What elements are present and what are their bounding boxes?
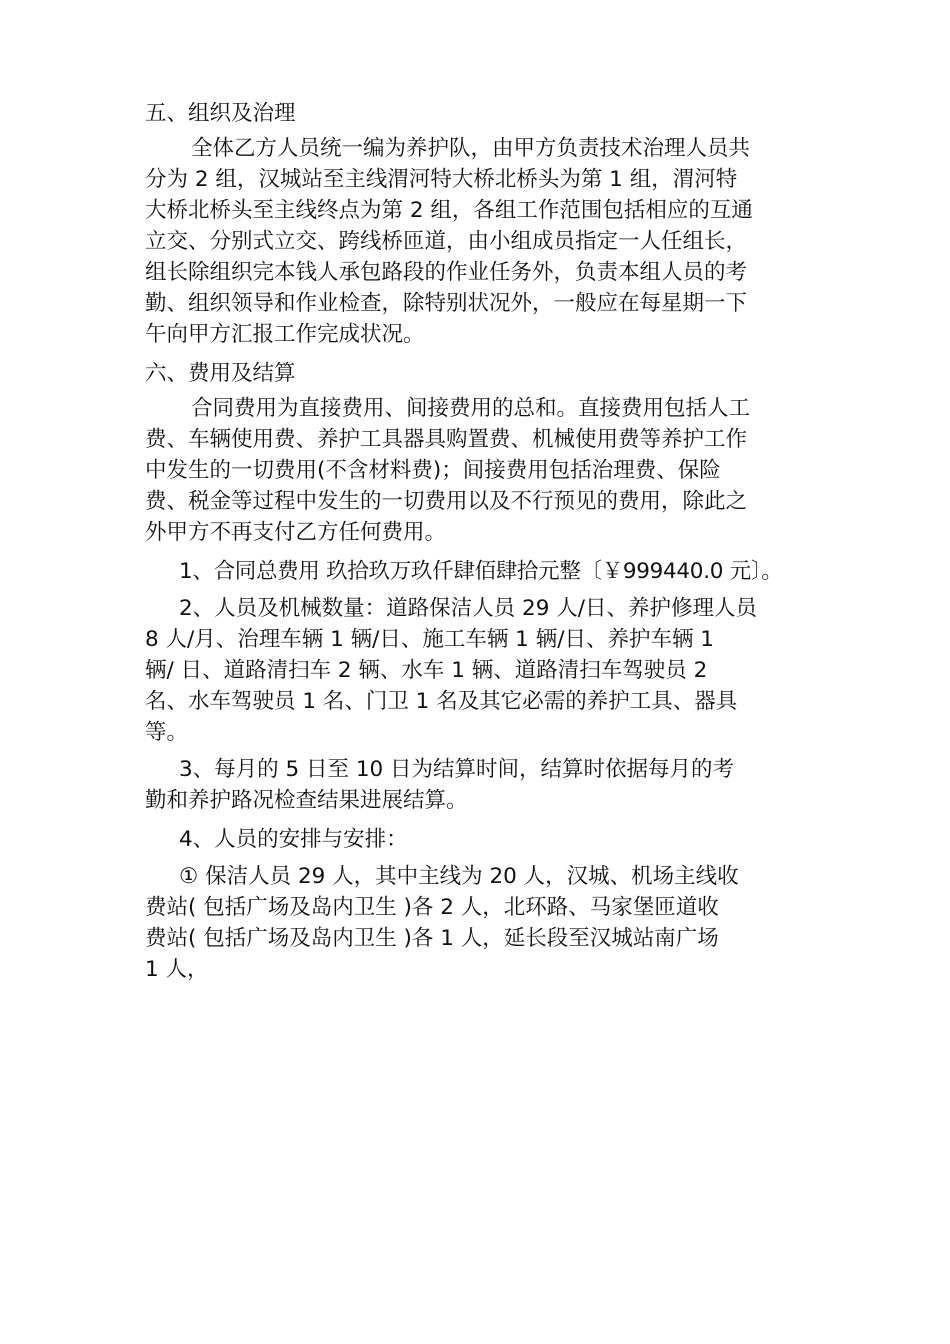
paragraph-line: 全体乙方人员统一编为养护队，由甲方负责技术治理人员共 [191, 136, 751, 161]
paragraph-line: 组长除组织完本钱人承包路段的作业任务外，负责本组人员的考 [145, 260, 748, 285]
paragraph-line: 8 人/月、治理车辆 1 辆/日、施工车辆 1 辆/日、养护车辆 1 [145, 627, 714, 652]
section-costs-intro [145, 393, 835, 548]
paragraph-line: 辆/ 日、道路清扫车 2 辆、水车 1 辆、道路清扫车驾驶员 2 [145, 658, 708, 683]
paragraph-line: 名、水车驾驶员 1 名、门卫 1 名及其它必需的养护工具、器具 [145, 689, 738, 714]
document-body [145, 98, 835, 985]
paragraph-line: 费、税金等过程中发生的一切费用以及不行预见的费用，除此之 [145, 489, 748, 514]
paragraph-line: 午向甲方汇报工作完成状况。 [145, 322, 425, 347]
section-heading-organization: 五、组织及治理 [145, 101, 296, 126]
paragraph-line: 合同费用为直接费用、间接费用的总和。直接费用包括人工 [191, 396, 751, 421]
paragraph-line: 费站( 包括广场及岛内卫生 )各 2 人，北环路、马家堡匝道收 [145, 895, 719, 920]
paragraph-line: 1、合同总费用 玖拾玖万玖仟肆佰肆拾元整〔￥999440.0 元〕。 [179, 559, 783, 584]
paragraph-line: 费、车辆使用费、养护工具器具购置费、机械使用费等养护工作 [145, 427, 748, 452]
item-staff-arrangement [145, 824, 835, 855]
item-total-cost [145, 556, 835, 587]
paragraph-line: 分为 2 组，汉城站至主线渭河特大桥北桥头为第 1 组，渭河特 [145, 167, 738, 192]
paragraph-line: 2、人员及机械数量：道路保洁人员 29 人/日、养护修理人员 [179, 596, 757, 621]
item-cleaning-staff [145, 861, 835, 985]
paragraph-line: 立交、分别式立交、跨线桥匝道，由小组成员指定一人任组长， [145, 229, 748, 254]
paragraph-line: 勤、组织领导和作业检查，除特别状况外，一般应在每星期一下 [145, 291, 748, 316]
paragraph-line: 大桥北桥头至主线终点为第 2 组，各组工作范围包括相应的互通 [145, 198, 753, 223]
paragraph-line: ① 保洁人员 29 人，其中主线为 20 人，汉城、机场主线收 [179, 864, 739, 889]
paragraph-line: 4、人员的安排与安排： [179, 827, 408, 852]
section-organization-paragraph [145, 133, 835, 350]
paragraph-line: 中发生的一切费用(不含材料费)；间接费用包括治理费、保险 [145, 458, 721, 483]
paragraph-line: 3、每月的 5 日至 10 日为结算时间，结算时依据每月的考 [179, 757, 735, 782]
paragraph-line: 费站( 包括广场及岛内卫生 )各 1 人，延长段至汉城站南广场 [145, 926, 719, 951]
section-heading-costs: 六、费用及结算 [145, 361, 296, 386]
paragraph-line: 外甲方不再支付乙方任何费用。 [145, 520, 447, 545]
item-settlement-time [145, 754, 835, 816]
item-staff-and-machinery [145, 593, 835, 748]
paragraph-line: 等。 [145, 720, 189, 745]
paragraph-line: 1 人， [145, 957, 209, 982]
paragraph-line: 勤和养护路况检查结果进展结算。 [145, 788, 468, 813]
